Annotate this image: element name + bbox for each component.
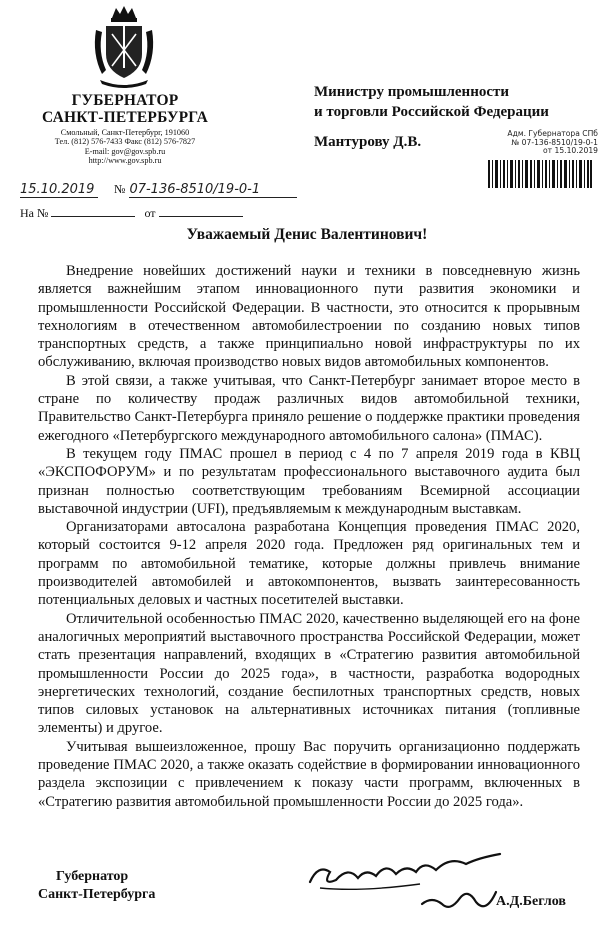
ot-label: от	[144, 206, 156, 220]
addressee-line2: и торговли Российской Федерации	[314, 104, 549, 120]
greeting: Уважаемый Денис Валентинович!	[186, 226, 428, 243]
na-blank	[51, 206, 135, 217]
addressee-block	[314, 82, 549, 122]
stamp-line1: Адм. Губернатора СПб	[507, 129, 598, 138]
address: Смольный, Санкт-Петербург, 191060	[60, 128, 190, 137]
registration-date: 15.10.2019	[20, 182, 98, 198]
handwritten-signature	[300, 842, 520, 922]
letter-body	[38, 262, 580, 811]
ot-blank	[159, 206, 243, 217]
registration-number: 07-136-8510/19-0-1	[129, 182, 297, 198]
stamp-line3: от 15.10.2019	[543, 146, 598, 156]
reply-reference-row	[20, 206, 243, 221]
barcode-image	[488, 160, 592, 188]
paragraph: В текущем году ПМАС прошел в период с 4 по 7 апреля 2019 года в КВЦ «ЭКСПОФОРУМ» и по результатам профессионального выставочного аудита был признан полностью соответствующим требованиям Всемирной ассоциации выставочной индустрии (UFI), предъявляемым к международным выставкам.	[38, 445, 580, 517]
governor-contacts	[35, 128, 215, 166]
governor-title	[35, 92, 215, 126]
phone-fax: Тел. (812) 576-7433 Факс (812) 576-7827	[54, 137, 196, 147]
governor-title-line2: САНКТ-ПЕТЕРБУРГА	[41, 109, 209, 126]
addressee-name: Мантурову Д.В.	[314, 134, 422, 150]
email: E-mail: gov@gov.spb.ru	[84, 146, 166, 156]
registration-date-row	[20, 180, 297, 198]
paragraph: Внедрение новейших достижений науки и техники в повседневную жизнь является важнейшим этапом инновационного пути развития экономики и промышленности Российской Федерации. В частности, это относится к прорывным технологиям в отечественном автомобилестроении по созданию новых типов транспортных средств, а также принципиально новой инфраструктуры по их обслуживанию, включая производство новых видов автомобильных компонентов.	[38, 263, 580, 371]
number-prefix: №	[114, 182, 126, 196]
website: http://www.gov.spb.ru	[88, 156, 162, 166]
signer-name: А.Д.Беглов	[496, 894, 566, 909]
governor-title-line1: ГУБЕРНАТОР	[71, 92, 179, 109]
paragraph: В этой связи, а также учитывая, что Санкт-Петербург занимает второе место в стране по количеству продаж различных видов автомобильной техники, Правительство Санкт-Петербурга приняло решение о поддержке практики проведения ежегодного «Петербургского международного автомобильного салона» (ПМАС).	[38, 372, 580, 444]
signer-role	[38, 868, 155, 904]
paragraph: Организаторами автосалона разработана Концепция проведения ПМАС 2020, который состоится 9-12 апреля 2020 года. Предложен ряд оригинальных тем и программ по автомобильной тематике, которые должны привлечь внимание производителей автомобилей и автокомпонентов, вызвать заинтересованность потенциальных деловых и частных посетителей выставки.	[38, 519, 580, 609]
na-label: На №	[20, 206, 49, 220]
paragraph: Учитывая вышеизложенное, прошу Вас поручить организационно поддержать проведение ПМАС 2020, а также оказать содействие в формировании инновационного раздела экспозиции с привлечением к показу части программ, включенных в «Стратегию развития автомобильной промышленности России до 2025 года».	[38, 738, 580, 810]
signer-role-line2: Санкт-Петербурга	[38, 887, 156, 902]
registration-stamp	[480, 130, 598, 156]
coat-of-arms-emblem	[90, 4, 158, 90]
paragraph: Отличительной особенностью ПМАС 2020, качественно выделяющей его на фоне аналогичных мероприятий выставочного пространства Российской Федерации, может стать презентация направлений, входящих в «Стратегию развития автомобильной промышленности России до 2025 года», в частности, разработка водородных энергетических технологий, создание беспилотных транспортных средств, новых типов силовых установок на альтернативных источниках питания (топливные элементы) и другое.	[38, 610, 580, 737]
signer-role-line1: Губернатор	[56, 869, 129, 884]
addressee-line1: Министру промышленности	[314, 84, 510, 100]
stamp-line2: № 07-136-8510/19-0-1	[511, 137, 598, 147]
